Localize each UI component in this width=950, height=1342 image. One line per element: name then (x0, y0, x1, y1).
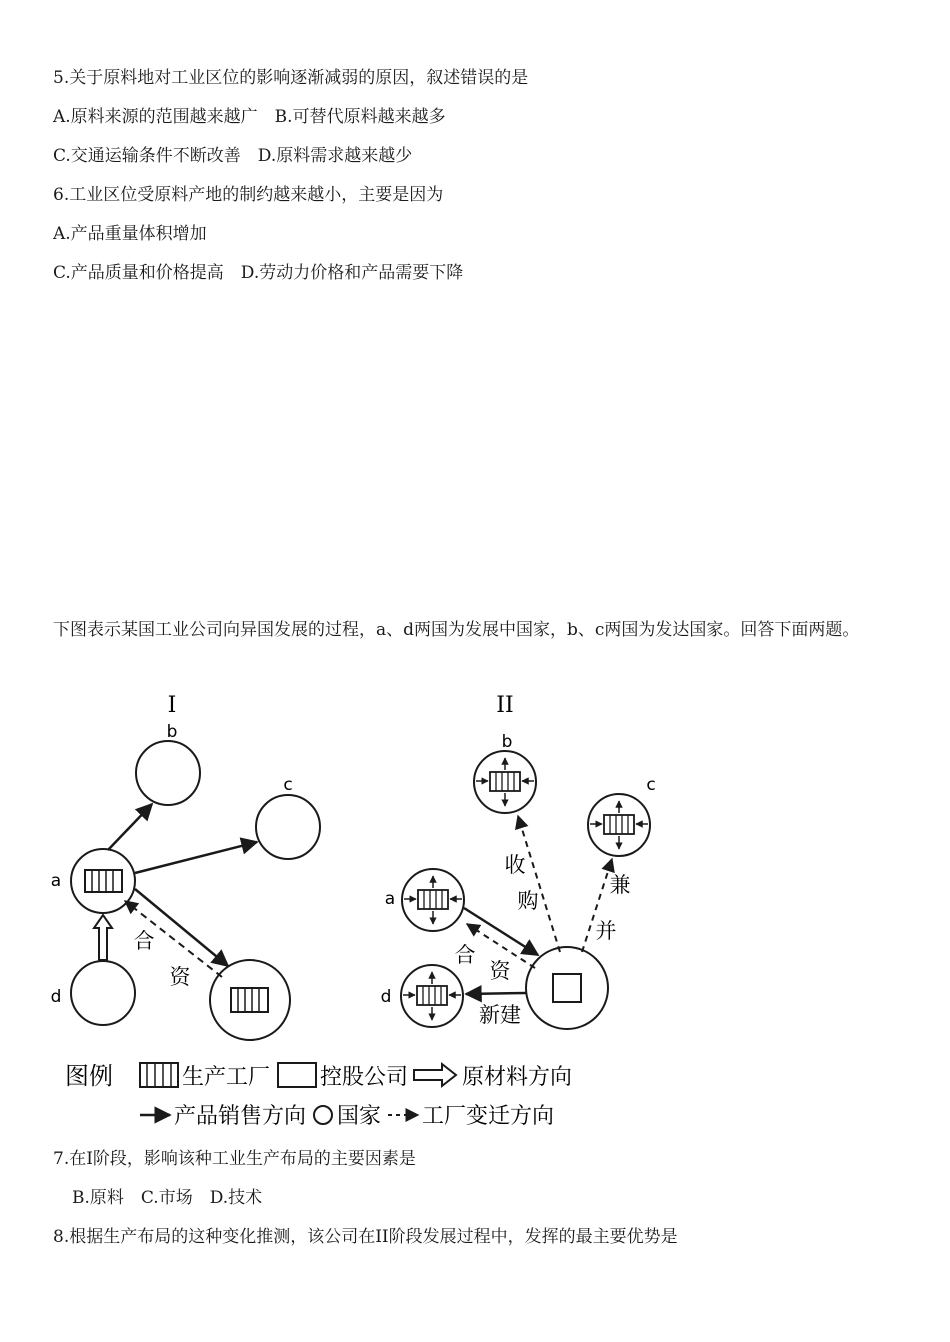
question-7-options: B.原料 C.市场 D.技术 (72, 1188, 263, 1208)
sales-arrow-a-joint (135, 889, 228, 966)
node-c-label-1: c (283, 775, 293, 795)
raw-material-arrow-d-a (94, 915, 112, 960)
new-build-label: 新建 (479, 1003, 521, 1027)
stage-2-label: II (496, 693, 514, 718)
stage-1-joint-char-2: 资 (169, 965, 191, 989)
industry-diagram (0, 690, 950, 1140)
question-7: 7.在I阶段，影响该种工业生产布局的主要因素是 (53, 1149, 416, 1169)
node-b-label-1: b (166, 722, 178, 742)
legend-country-icon (314, 1106, 332, 1124)
acquire-arrow-home-b (518, 816, 560, 952)
factory-icon-a-1 (85, 870, 122, 892)
question-5: 5.关于原料地对工业区位的影响逐渐减弱的原因，叙述错误的是 (53, 68, 529, 88)
legend-factory-label: 生产工厂 (182, 1065, 271, 1090)
factory-icon-d-2 (403, 972, 461, 1020)
joint-char-1: 合 (454, 943, 476, 967)
legend-raw-material-label: 原材料方向 (462, 1065, 573, 1090)
legend-move-label: 工厂变迁方向 (422, 1104, 555, 1129)
legend-country-label: 国家 (337, 1104, 382, 1129)
legend-holding-icon (278, 1063, 316, 1087)
question-8: 8.根据生产布局的这种变化推测，该公司在II阶段发展过程中，发挥的最主要优势是 (53, 1227, 678, 1247)
acquire-char-2: 购 (517, 889, 539, 913)
diagram-intro: 下图表示某国工业公司向异国发展的过程，a、d两国为发展中国家，b、c两国为发达国家。回答下面两题。 (53, 620, 860, 640)
factory-icon-c-2 (590, 801, 648, 849)
sales-arrow-a-b (108, 804, 152, 850)
country-d-circle-1 (71, 961, 135, 1025)
node-a-label-2: a (384, 889, 396, 909)
legend-factory-icon (140, 1063, 178, 1087)
legend (65, 1062, 572, 1129)
question-6-option-a: A.产品重量体积增加 (53, 224, 207, 244)
question-6-options-cd: C.产品质量和价格提高 D.劳动力价格和产品需要下降 (53, 263, 464, 283)
merge-char-1: 兼 (609, 873, 631, 897)
node-d-label-1: d (50, 987, 62, 1007)
merge-char-2: 并 (595, 919, 617, 943)
stage-1-joint-char-1: 合 (133, 929, 155, 953)
factory-icon-a-2 (404, 876, 462, 924)
new-build-arrow-home-d (466, 993, 526, 994)
legend-holding-label: 控股公司 (320, 1065, 409, 1090)
legend-title: 图例 (65, 1062, 113, 1090)
country-b-circle-1 (136, 741, 200, 805)
node-b-label-2: b (501, 732, 513, 752)
node-a-label-1: a (50, 871, 62, 891)
factory-icon-joint-1 (231, 988, 268, 1012)
country-c-circle-1 (256, 795, 320, 859)
joint-char-2: 资 (489, 959, 511, 983)
holding-company-icon-2 (553, 974, 581, 1002)
factory-icon-b-2 (476, 758, 534, 806)
question-5-options-cd: C.交通运输条件不断改善 D.原料需求越来越少 (53, 146, 413, 166)
acquire-char-1: 收 (504, 853, 526, 877)
sales-arrow-a-c (135, 842, 257, 873)
node-c-label-2: c (646, 775, 656, 795)
question-6: 6.工业区位受原料产地的制约越来越小，主要是因为 (53, 185, 444, 205)
legend-sales-label: 产品销售方向 (174, 1104, 307, 1129)
legend-raw-material-icon (414, 1064, 456, 1086)
node-d-label-2: d (380, 987, 392, 1007)
question-5-options-ab: A.原料来源的范围越来越广 B.可替代原料越来越多 (53, 107, 446, 127)
stage-1-label: I (167, 693, 177, 718)
